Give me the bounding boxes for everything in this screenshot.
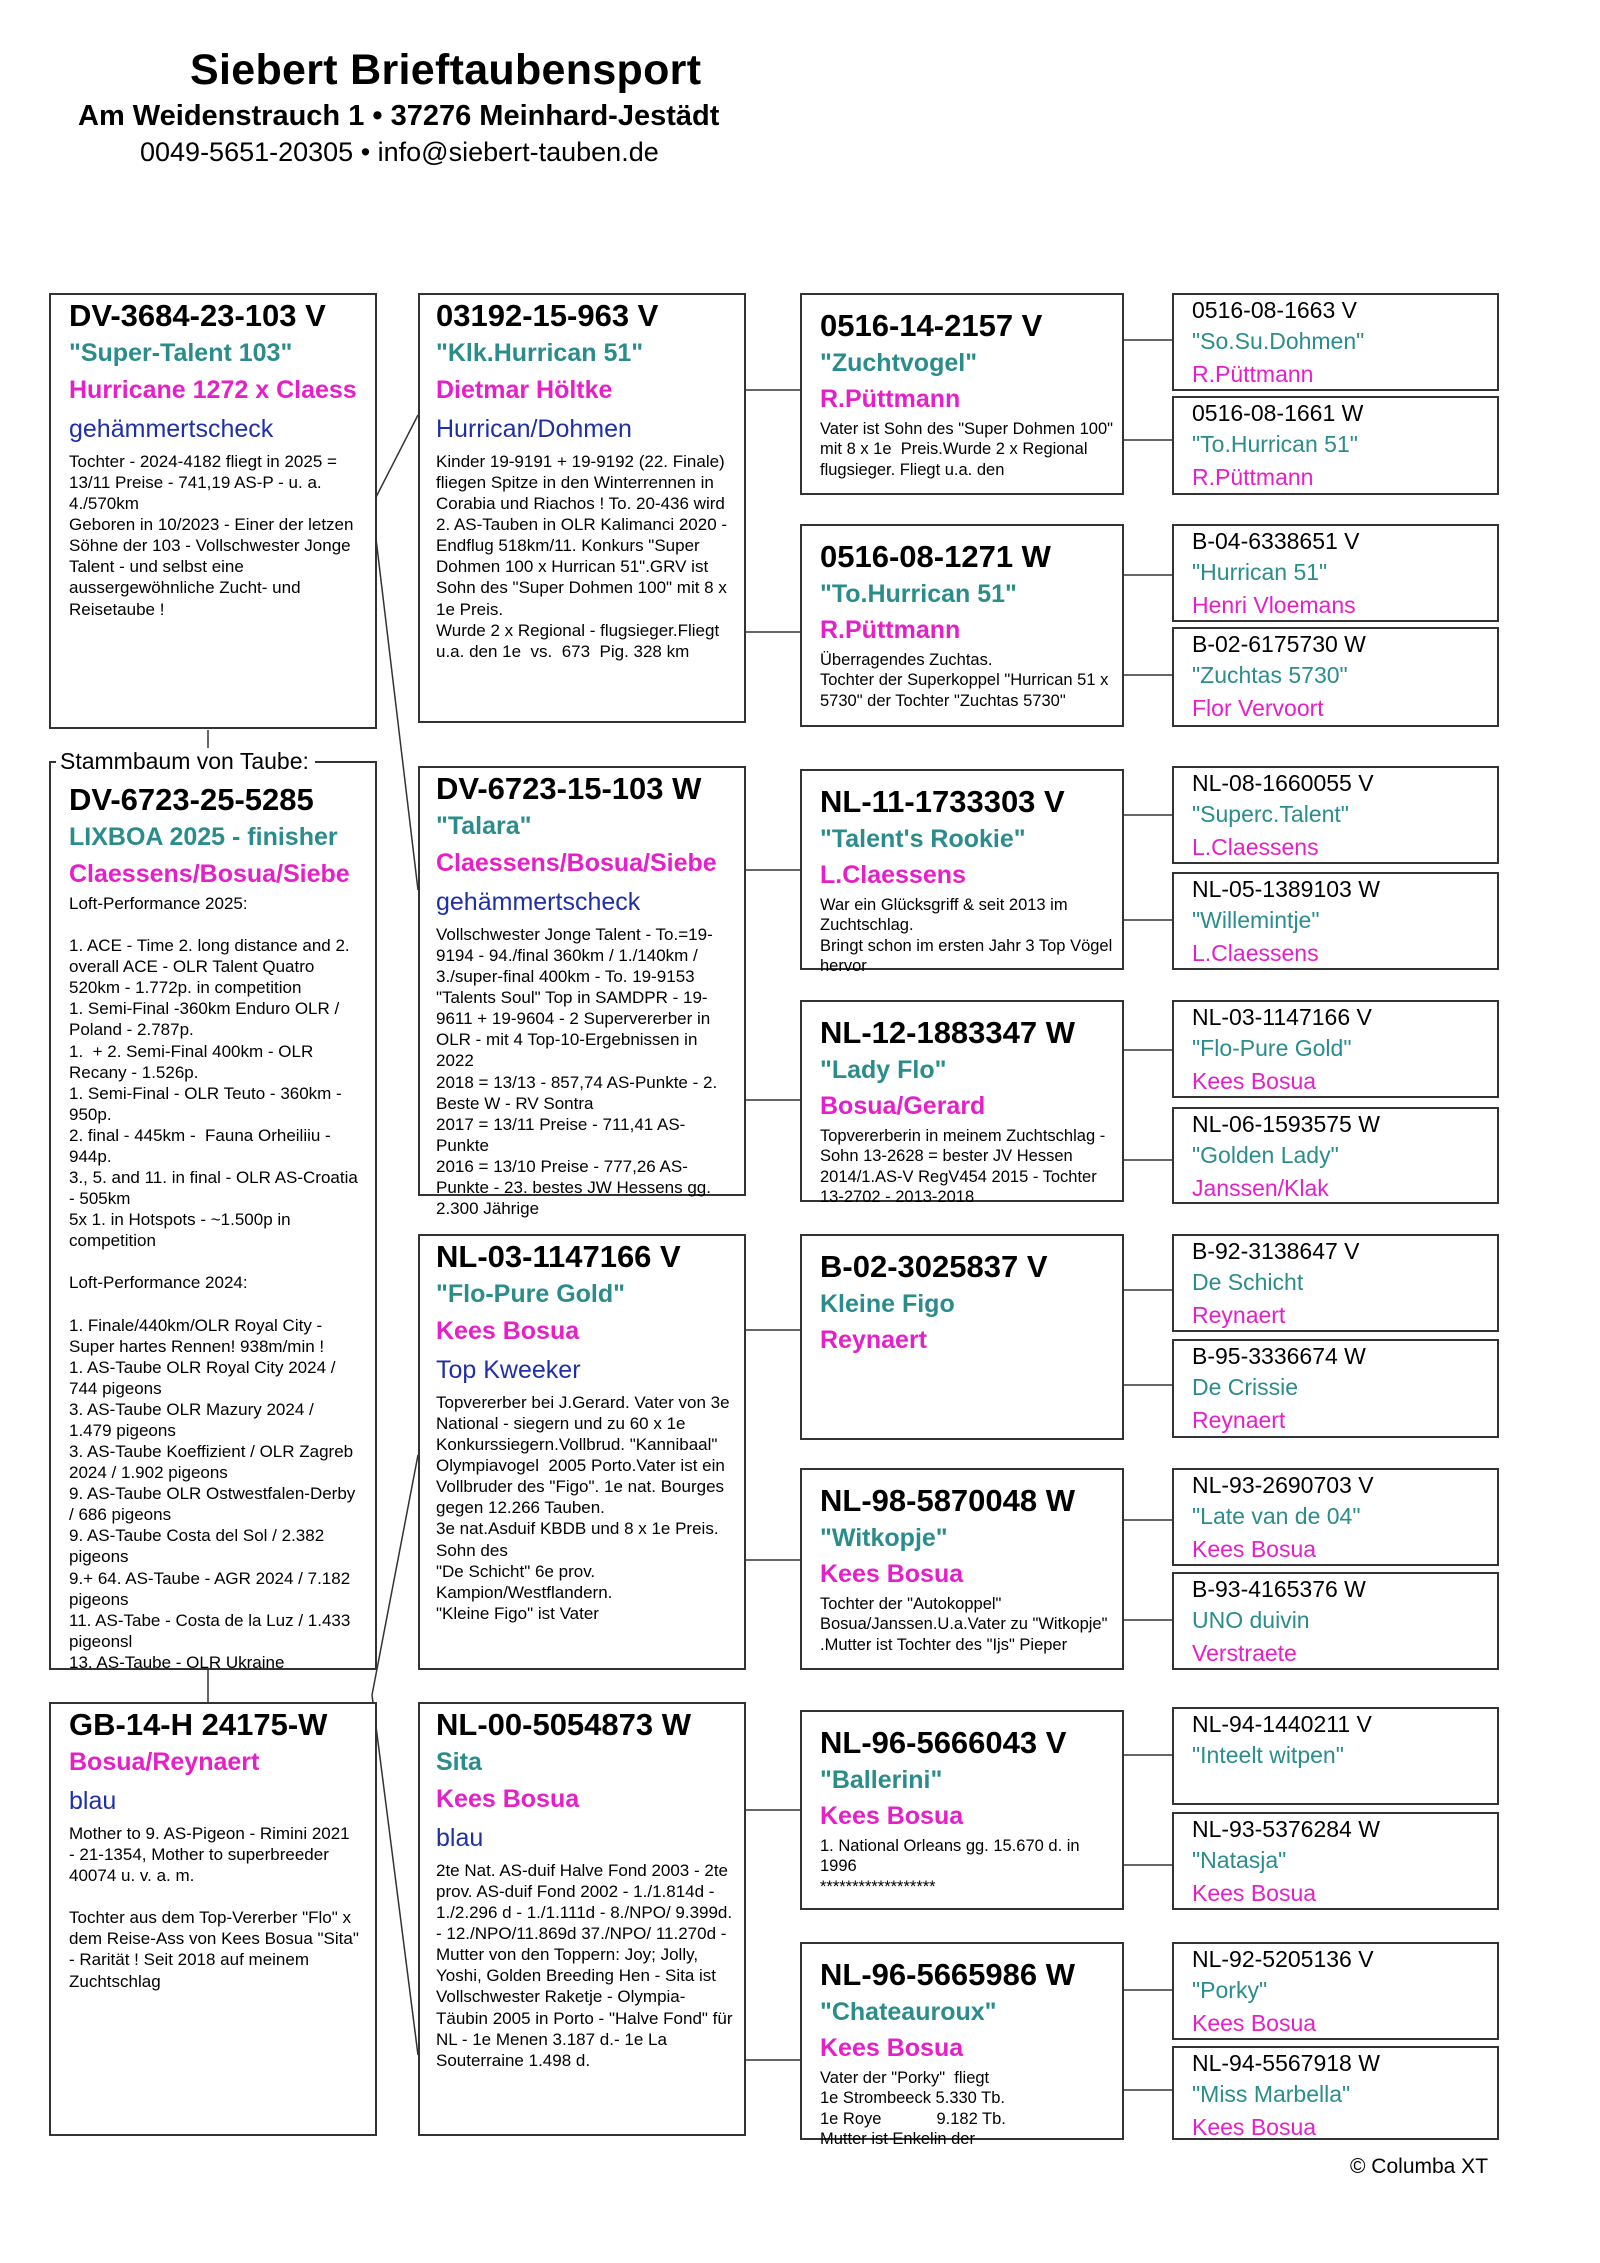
gen4-card[interactable] <box>1172 627 1499 727</box>
pigeon-name: "Superc.Talent" <box>1192 801 1349 827</box>
gen3-card[interactable] <box>800 1942 1124 2149</box>
pigeon-name: "Willemintje" <box>1192 907 1320 933</box>
ring-number: B-95-3336674 W <box>1192 1343 1366 1369</box>
subject-name: LIXBOA 2025 - finisher <box>69 823 338 851</box>
mother-card[interactable] <box>49 1702 377 2136</box>
gen3-card[interactable] <box>800 1468 1124 1670</box>
gen4-card[interactable] <box>1172 293 1499 391</box>
ring-number: NL-03-1147166 V <box>436 1239 681 1274</box>
ring-number: B-04-6338651 V <box>1192 528 1360 554</box>
grandsire-maternal-card[interactable] <box>418 1234 746 1670</box>
subject-breeder: Claessens/Bosua/Siebe <box>69 860 350 888</box>
gen4-card[interactable] <box>1172 1339 1499 1438</box>
breeder: Henri Vloemans <box>1192 592 1356 618</box>
pigeon-name: "Flo-Pure Gold" <box>1192 1035 1352 1061</box>
breeder: Dietmar Höltke <box>436 376 613 404</box>
ring-number: 0516-08-1661 W <box>1192 400 1364 426</box>
pigeon-name: "Talara" <box>436 812 532 840</box>
breeder: Kees Bosua <box>820 1802 964 1830</box>
breeder: Kees Bosua <box>820 1560 964 1588</box>
pigeon-name: "Flo-Pure Gold" <box>436 1280 625 1308</box>
color: blau <box>436 1824 484 1852</box>
breeder: Janssen/Klak <box>1192 1175 1329 1201</box>
gen4-card[interactable] <box>1172 872 1499 970</box>
ring-number: NL-05-1389103 W <box>1192 876 1380 902</box>
ring-number: NL-94-5567918 W <box>1192 2050 1380 2076</box>
ring-number: NL-93-5376284 W <box>1192 1816 1380 1842</box>
gen4-card[interactable] <box>1172 2046 1499 2140</box>
breeder: Kees Bosua <box>436 1785 580 1813</box>
subject-card[interactable] <box>49 761 377 1670</box>
gen3-card[interactable] <box>800 1000 1124 1207</box>
pedigree-legend: Stammbaum von Taube: <box>56 748 315 775</box>
pigeon-name: "Lady Flo" <box>820 1056 947 1084</box>
copyright: © Columba XT <box>1350 2155 1489 2178</box>
breeder: Kees Bosua <box>1192 2010 1317 2036</box>
pigeon-name: "Zuchtas 5730" <box>1192 662 1348 688</box>
ring-number: NL-92-5205136 V <box>1192 1946 1374 1972</box>
breeder: Reynaert <box>1192 1302 1286 1328</box>
father-notes: Tochter - 2024-4182 fliegt in 2025 = 13/11 Preise - 741,19 AS-P - u. a. 4./570km Geboren in 10/2023 - Einer der letzen Söhne der 103 - Vollschwester Jonge Talent - und selbst eine aussergewöhnliche Zucht- und Reisetaube ! <box>69 452 354 619</box>
breeder: R.Püttmann <box>820 385 961 413</box>
gen4-card[interactable] <box>1172 1468 1499 1566</box>
notes: Kinder 19-9191 + 19-9192 (22. Finale) fliegen Spitze in den Winterrennen in Corabia und Riachos ! To. 20-436 wird 2. AS-Tauben in OLR Kalimanci 2020 - Endflug 518km/11. Konkurs "Super Dohmen 100 x Hurrican 51".GRV ist Sohn des "Super Dohmen 100" mit 8 x 1e Preis. Wurde 2 x Regional - flugsieger.Fliegt u.a. den 1e vs. 673 Pig. 328 km <box>436 452 728 661</box>
mother-ring-number: GB-14-H 24175-W <box>69 1707 328 1742</box>
father-card[interactable] <box>49 293 377 729</box>
ring-number: NL-00-5054873 W <box>436 1707 692 1742</box>
gen3-card[interactable] <box>800 524 1124 727</box>
notes: Tochter der "Autokoppel" Bosua/Janssen.U.a.Vater zu "Witkopje" .Mutter ist Tochter des "Ijs" Pieper <box>820 1595 1113 1654</box>
gen3-card[interactable] <box>800 1710 1124 1910</box>
breeder: L.Claessens <box>1192 834 1319 860</box>
mother-breeder: Bosua/Reynaert <box>69 1748 260 1776</box>
gen4-card[interactable] <box>1172 1942 1499 2040</box>
granddam-maternal-card[interactable] <box>418 1702 746 2136</box>
father-name: "Super-Talent 103" <box>69 339 293 367</box>
ring-number: NL-06-1593575 W <box>1192 1111 1380 1137</box>
ring-number: NL-11-1733303 V <box>820 784 1065 819</box>
pigeon-name: "Klk.Hurrican 51" <box>436 339 644 367</box>
notes: 2te Nat. AS-duif Halve Fond 2003 - 2te prov. AS-duif Fond 2002 - 1./1.814d - 1./2.296 d - 1./1.111d - 8./NPO/ 9.399d. - 12./NPO/11.869d 37./NPO/ 11.270d - Mutter von den Toppern: Joy; Jolly, Yoshi, Golden Breeding Hen - Sita ist Vollschwester Raketje - Olympia-Täubin 2005 in Porto - "Halve Fond" für NL - 1e Menen 3.187 d.- 1e La Souterraine 1.498 d. <box>436 1861 738 2070</box>
gen3-card[interactable] <box>800 1234 1124 1440</box>
mother-color: blau <box>69 1787 117 1815</box>
color: Hurrican/Dohmen <box>436 415 632 443</box>
pigeon-name: Kleine Figo <box>820 1290 955 1318</box>
ring-number: B-93-4165376 W <box>1192 1576 1366 1602</box>
breeder: R.Püttmann <box>1192 464 1314 490</box>
notes: Topvererberin in meinem Zuchtschlag - Sohn 13-2628 = bester JV Hessen 2014/1.AS-V RegV454 2015 - Tochter 13-2702 - 2013-2018 <box>820 1127 1110 1207</box>
pigeon-name: De Crissie <box>1192 1374 1299 1400</box>
pigeon-name: Sita <box>436 1748 482 1776</box>
gen3-card[interactable] <box>800 769 1124 976</box>
breeder: Kees Bosua <box>1192 1536 1317 1562</box>
pigeon-name: "Ballerini" <box>820 1766 943 1794</box>
ring-number: 0516-14-2157 V <box>820 308 1043 343</box>
ring-number: B-02-3025837 V <box>820 1249 1048 1284</box>
color: gehämmertscheck <box>436 888 641 916</box>
gen4-card[interactable] <box>1172 396 1499 495</box>
notes: Vater der "Porky" fliegt 1e Strombeeck 5.330 Tb. 1e Roye 9.182 Tb. Mutter ist Enkelin der <box>820 2069 1006 2149</box>
pigeon-name: "Witkopje" <box>820 1524 948 1552</box>
breeder: R.Püttmann <box>820 616 961 644</box>
gen4-card[interactable] <box>1172 1707 1499 1805</box>
granddam-paternal-card[interactable] <box>418 766 746 1219</box>
mother-notes: Mother to 9. AS-Pigeon - Rimini 2021 - 21-1354, Mother to superbreeder 40074 u. v. a. m. Tochter aus dem Top-Vererber "Flo" x dem Reise-Ass von Kees Bosua "Sita" - Rarität ! Seit 2018 auf meinem Zuchtschlag <box>69 1824 359 1991</box>
ring-number: DV-6723-15-103 W <box>436 771 702 806</box>
pigeon-name: De Schicht <box>1192 1269 1304 1295</box>
breeder: Reynaert <box>820 1326 927 1354</box>
ring-number: NL-03-1147166 V <box>1192 1004 1372 1030</box>
notes: Überragendes Zuchtas. Tochter der Superkoppel "Hurrican 51 x 5730" der Tochter "Zuchtas 5730" <box>820 651 1109 710</box>
ring-number: NL-93-2690703 V <box>1192 1472 1374 1498</box>
pigeon-name: UNO duivin <box>1192 1607 1310 1633</box>
subject-ring-number: DV-6723-25-5285 <box>69 782 314 817</box>
ring-number: B-02-6175730 W <box>1192 631 1366 657</box>
pigeon-name: "So.Su.Dohmen" <box>1192 328 1365 354</box>
gen4-card[interactable] <box>1172 1572 1499 1670</box>
gen4-card[interactable] <box>1172 766 1499 864</box>
ring-number: NL-12-1883347 W <box>820 1015 1076 1050</box>
pigeon-name: "Talent's Rookie" <box>820 825 1026 853</box>
ring-number: 0516-08-1663 V <box>1192 297 1357 323</box>
ring-number: NL-96-5666043 V <box>820 1725 1067 1760</box>
pigeon-name: "Hurrican 51" <box>1192 559 1328 585</box>
pigeon-name: "Zuchtvogel" <box>820 349 978 377</box>
notes: Topvererber bei J.Gerard. Vater von 3e National - siegern und zu 60 x 1e Konkurssiegern.Vollbrud. "Kannibaal" Olympiavogel 2005 Porto.Vater ist ein Vollbruder des "Figo". 1e nat. Bourges gegen 12.266 Tauben. 3e nat.Asduif KBDB und 8 x 1e Preis. Sohn des "De Schicht" 6e prov. Kampion/Westflandern. "Kleine Figo" ist Vater <box>436 1393 730 1623</box>
breeder: Kees Bosua <box>820 2034 964 2062</box>
subject-notes: Loft-Performance 2025: 1. ACE - Time 2. long distance and 2. overall ACE - OLR Talent Quatro 520km - 1.772p. in competition 1. Semi-Final -360km Enduro OLR / Poland - 2.787p. 1. + 2. Semi-Final 400km - OLR Recany - 1.526p. 1. Semi-Final - OLR Teuto - 360km - 950p. 2. final - 445km - Fauna Orheiliiu - 944p. 3., 5. and 11. in final - OLR AS-Croatia - 505km 5x 1. in Hotspots - ~1.500p in competition Loft-Performance 2024: 1. Finale/440km/OLR Royal City - Super hartes Rennen! 938m/min ! 1. AS-Taube OLR Royal City 2024 / 744 pigeons 3. AS-Taube OLR Mazury 2024 / 1.479 pigeons 3. AS-Taube Koeffizient / OLR Zagreb 2024 / 1.902 pigeons 9. AS-Taube OLR Ostwestfalen-Derby / 686 pigeons 9. AS-Taube Costa del Sol / 2.382 pigeons 9.+ 64. AS-Taube - AGR 2024 / 7.182 pigeons 11. AS-Tabe - Costa de la Luz / 1.433 pigeonsl 13. AS-Taube - OLR Ukraine <box>69 894 358 1672</box>
ring-number: B-92-3138647 V <box>1192 1238 1360 1264</box>
breeder: Kees Bosua <box>1192 1880 1317 1906</box>
gen4-card[interactable] <box>1172 1107 1499 1204</box>
breeder: R.Püttmann <box>1192 361 1314 387</box>
ring-number: NL-08-1660055 V <box>1192 770 1374 796</box>
notes: Vollschwester Jonge Talent - To.=19-9194 - 94./final 360km / 1./140km / 3./super-final 400km - To. 19-9153 "Talents Soul" Top in SAMDPR - 19-9611 + 19-9604 - 2 Supervererber in OLR - mit 4 Top-10-Ergebnissen in 2022 2018 = 13/13 - 857,74 AS-Punkte - 2. Beste W - RV Sontra 2017 = 13/11 Preise - 711,41 AS-Punkte 2016 = 13/10 Preise - 777,26 AS-Punkte - 23. bestes JW Hessens gg. 2.300 Jährige <box>436 925 718 1219</box>
gen3-card[interactable] <box>800 293 1124 495</box>
pigeon-name: "Chateauroux" <box>820 1998 997 2026</box>
pigeon-name: "Late van de 04" <box>1192 1503 1361 1529</box>
gen4-card[interactable] <box>1172 524 1499 622</box>
pigeon-name: "To.Hurrican 51" <box>1192 431 1358 457</box>
breeder: Reynaert <box>1192 1407 1286 1433</box>
breeder: Claessens/Bosua/Siebe <box>436 849 717 877</box>
gen4-card[interactable] <box>1172 1812 1499 1910</box>
notes: 1. National Orleans gg. 15.670 d. in 1996 ****************** <box>820 1837 1080 1896</box>
color: Top Kweeker <box>436 1356 581 1384</box>
pigeon-name: "Natasja" <box>1192 1847 1287 1873</box>
ring-number: NL-96-5665986 W <box>820 1957 1076 1992</box>
breeder: L.Claessens <box>1192 940 1319 966</box>
gen4-card[interactable] <box>1172 1234 1499 1332</box>
breeder: Kees Bosua <box>436 1317 580 1345</box>
loft-contact: 0049-5651-20305 • info@siebert-tauben.de <box>140 137 659 167</box>
breeder: Kees Bosua <box>1192 1068 1317 1094</box>
pigeon-name: "Golden Lady" <box>1192 1142 1339 1168</box>
notes: War ein Glücksgriff & seit 2013 im Zuchtschlag. Bringt schon im ersten Jahr 3 Top Vögel hervor <box>820 896 1113 976</box>
breeder: Kees Bosua <box>1192 2114 1317 2140</box>
notes: Vater ist Sohn des "Super Dohmen 100" mit 8 x 1e Preis.Wurde 2 x Regional flugsieger. Fliegt u.a. den <box>820 420 1118 479</box>
pigeon-name: "Porky" <box>1192 1977 1268 2003</box>
grandsire-paternal-card[interactable] <box>418 293 746 723</box>
father-color: gehämmertscheck <box>69 415 274 443</box>
breeder: Verstraete <box>1192 1640 1297 1666</box>
pigeon-name: "Inteelt witpen" <box>1192 1742 1344 1768</box>
ring-number: 03192-15-963 V <box>436 298 659 333</box>
ring-number: 0516-08-1271 W <box>820 539 1051 574</box>
pigeon-name: "To.Hurrican 51" <box>820 580 1017 608</box>
ring-number: NL-98-5870048 W <box>820 1483 1076 1518</box>
breeder: L.Claessens <box>820 861 966 889</box>
breeder: Flor Vervoort <box>1192 695 1324 721</box>
loft-address: Am Weidenstrauch 1 • 37276 Meinhard-Jestädt <box>78 100 720 132</box>
father-ring-number: DV-3684-23-103 V <box>69 298 326 333</box>
breeder: Bosua/Gerard <box>820 1092 986 1120</box>
pigeon-name: "Miss Marbella" <box>1192 2081 1351 2107</box>
father-breeder: Hurricane 1272 x Claess <box>69 376 357 404</box>
loft-name: Siebert Brieftaubensport <box>190 46 702 94</box>
ring-number: NL-94-1440211 V <box>1192 1711 1372 1737</box>
gen4-card[interactable] <box>1172 1000 1499 1098</box>
